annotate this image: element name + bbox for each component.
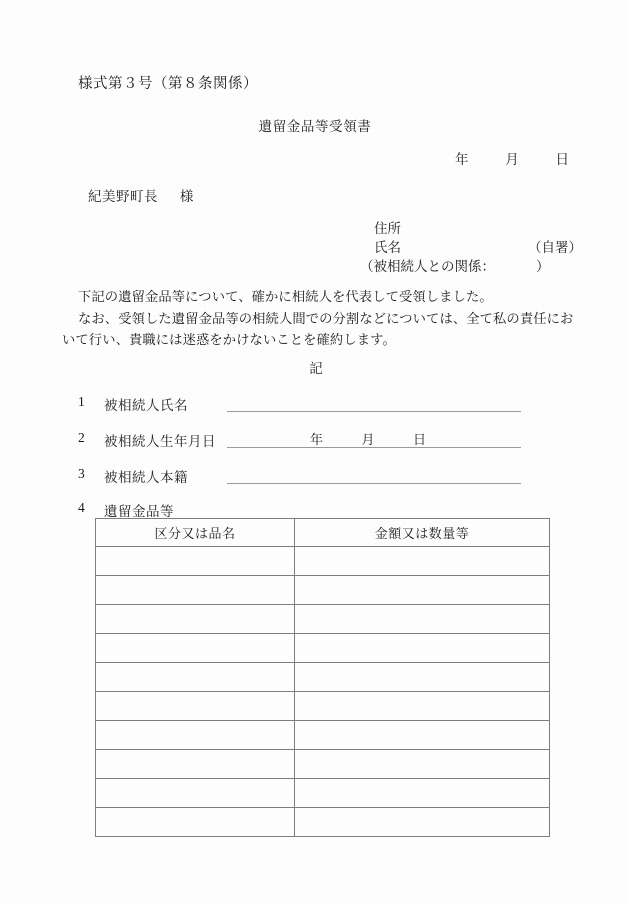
- body-paragraph-2: なお、受領した遺留金品等の相続人間での分割などについては、全て私の責任において行い、貴職には迷惑をかけないことを確約します。: [62, 310, 574, 347]
- goods-table-body: [96, 547, 550, 837]
- address-label: 住所: [374, 221, 401, 236]
- item-3-label: 被相続人本籍: [104, 470, 188, 485]
- body-text: [62, 286, 582, 351]
- goods-table-header-amount: 金額又は数量等: [295, 519, 550, 547]
- document-title: 遺留金品等受領書: [258, 119, 372, 134]
- item-1-number: 1: [78, 394, 85, 409]
- cell-amount[interactable]: [295, 779, 550, 808]
- table-row: [96, 576, 550, 605]
- cell-amount[interactable]: [295, 721, 550, 750]
- relation-close-paren: ）: [536, 259, 550, 274]
- table-row: [96, 634, 550, 663]
- cell-category[interactable]: [96, 779, 295, 808]
- cell-amount[interactable]: [295, 605, 550, 634]
- body-paragraph-1: 下記の遺留金品等について、確かに相続人を代表して受領しました。: [78, 289, 493, 304]
- cell-category[interactable]: [96, 808, 295, 837]
- item-2-date-markers: [310, 429, 426, 448]
- date-year-label: 年: [455, 152, 469, 167]
- item-3-number: 3: [78, 466, 85, 481]
- cell-amount[interactable]: [295, 692, 550, 721]
- goods-table: [95, 518, 550, 837]
- item-2-day-label: 日: [413, 432, 427, 447]
- table-row: [96, 750, 550, 779]
- form-number: 様式第３号（第８条関係）: [78, 76, 258, 92]
- table-row: [96, 692, 550, 721]
- cell-category[interactable]: [96, 576, 295, 605]
- name-label: 氏名: [374, 240, 401, 255]
- item-3-fill-line[interactable]: [227, 483, 521, 484]
- cell-category[interactable]: [96, 750, 295, 779]
- item-4-label: 遺留金品等: [104, 504, 174, 519]
- table-row: [96, 779, 550, 808]
- addressee-recipient: 紀美野町長: [88, 189, 158, 204]
- table-row: [96, 808, 550, 837]
- cell-amount[interactable]: [295, 576, 550, 605]
- item-1-label: 被相続人氏名: [104, 398, 188, 413]
- cell-category[interactable]: [96, 663, 295, 692]
- cell-category[interactable]: [96, 634, 295, 663]
- self-signed-note: （自署）: [528, 240, 582, 255]
- cell-category[interactable]: [96, 547, 295, 576]
- ki-marker-text: 記: [309, 361, 323, 376]
- table-row: [96, 547, 550, 576]
- signature-address-row: [360, 219, 495, 238]
- cell-amount[interactable]: [295, 750, 550, 779]
- cell-category[interactable]: [96, 605, 295, 634]
- signature-name-row: [360, 238, 582, 257]
- item-2-label: 被相続人生年月日: [104, 434, 216, 449]
- signature-block: [360, 219, 582, 276]
- cell-category[interactable]: [96, 721, 295, 750]
- cell-amount[interactable]: [295, 663, 550, 692]
- table-row: [96, 605, 550, 634]
- item-2-number: 2: [78, 430, 85, 445]
- date-day-label: 日: [555, 152, 569, 167]
- signature-relation-row: [360, 257, 550, 276]
- goods-table-head: [96, 519, 550, 547]
- item-1-fill-line[interactable]: [227, 411, 521, 412]
- item-2-month-label: 月: [361, 432, 375, 447]
- relation-label: （被相続人との関係：: [360, 259, 495, 274]
- goods-table-header-row: [96, 519, 550, 547]
- item-4-number: 4: [78, 500, 85, 515]
- goods-table-header-category: 区分又は品名: [96, 519, 295, 547]
- addressee-line: [88, 185, 194, 205]
- cell-amount[interactable]: [295, 634, 550, 663]
- cell-amount[interactable]: [295, 808, 550, 837]
- date-month-label: 月: [505, 152, 519, 167]
- addressee-honorific: 様: [179, 189, 194, 204]
- ki-marker: [0, 357, 630, 377]
- table-row: [96, 663, 550, 692]
- date-line: [455, 148, 569, 168]
- cell-category[interactable]: [96, 692, 295, 721]
- item-2-year-label: 年: [310, 432, 324, 447]
- table-row: [96, 721, 550, 750]
- cell-amount[interactable]: [295, 547, 550, 576]
